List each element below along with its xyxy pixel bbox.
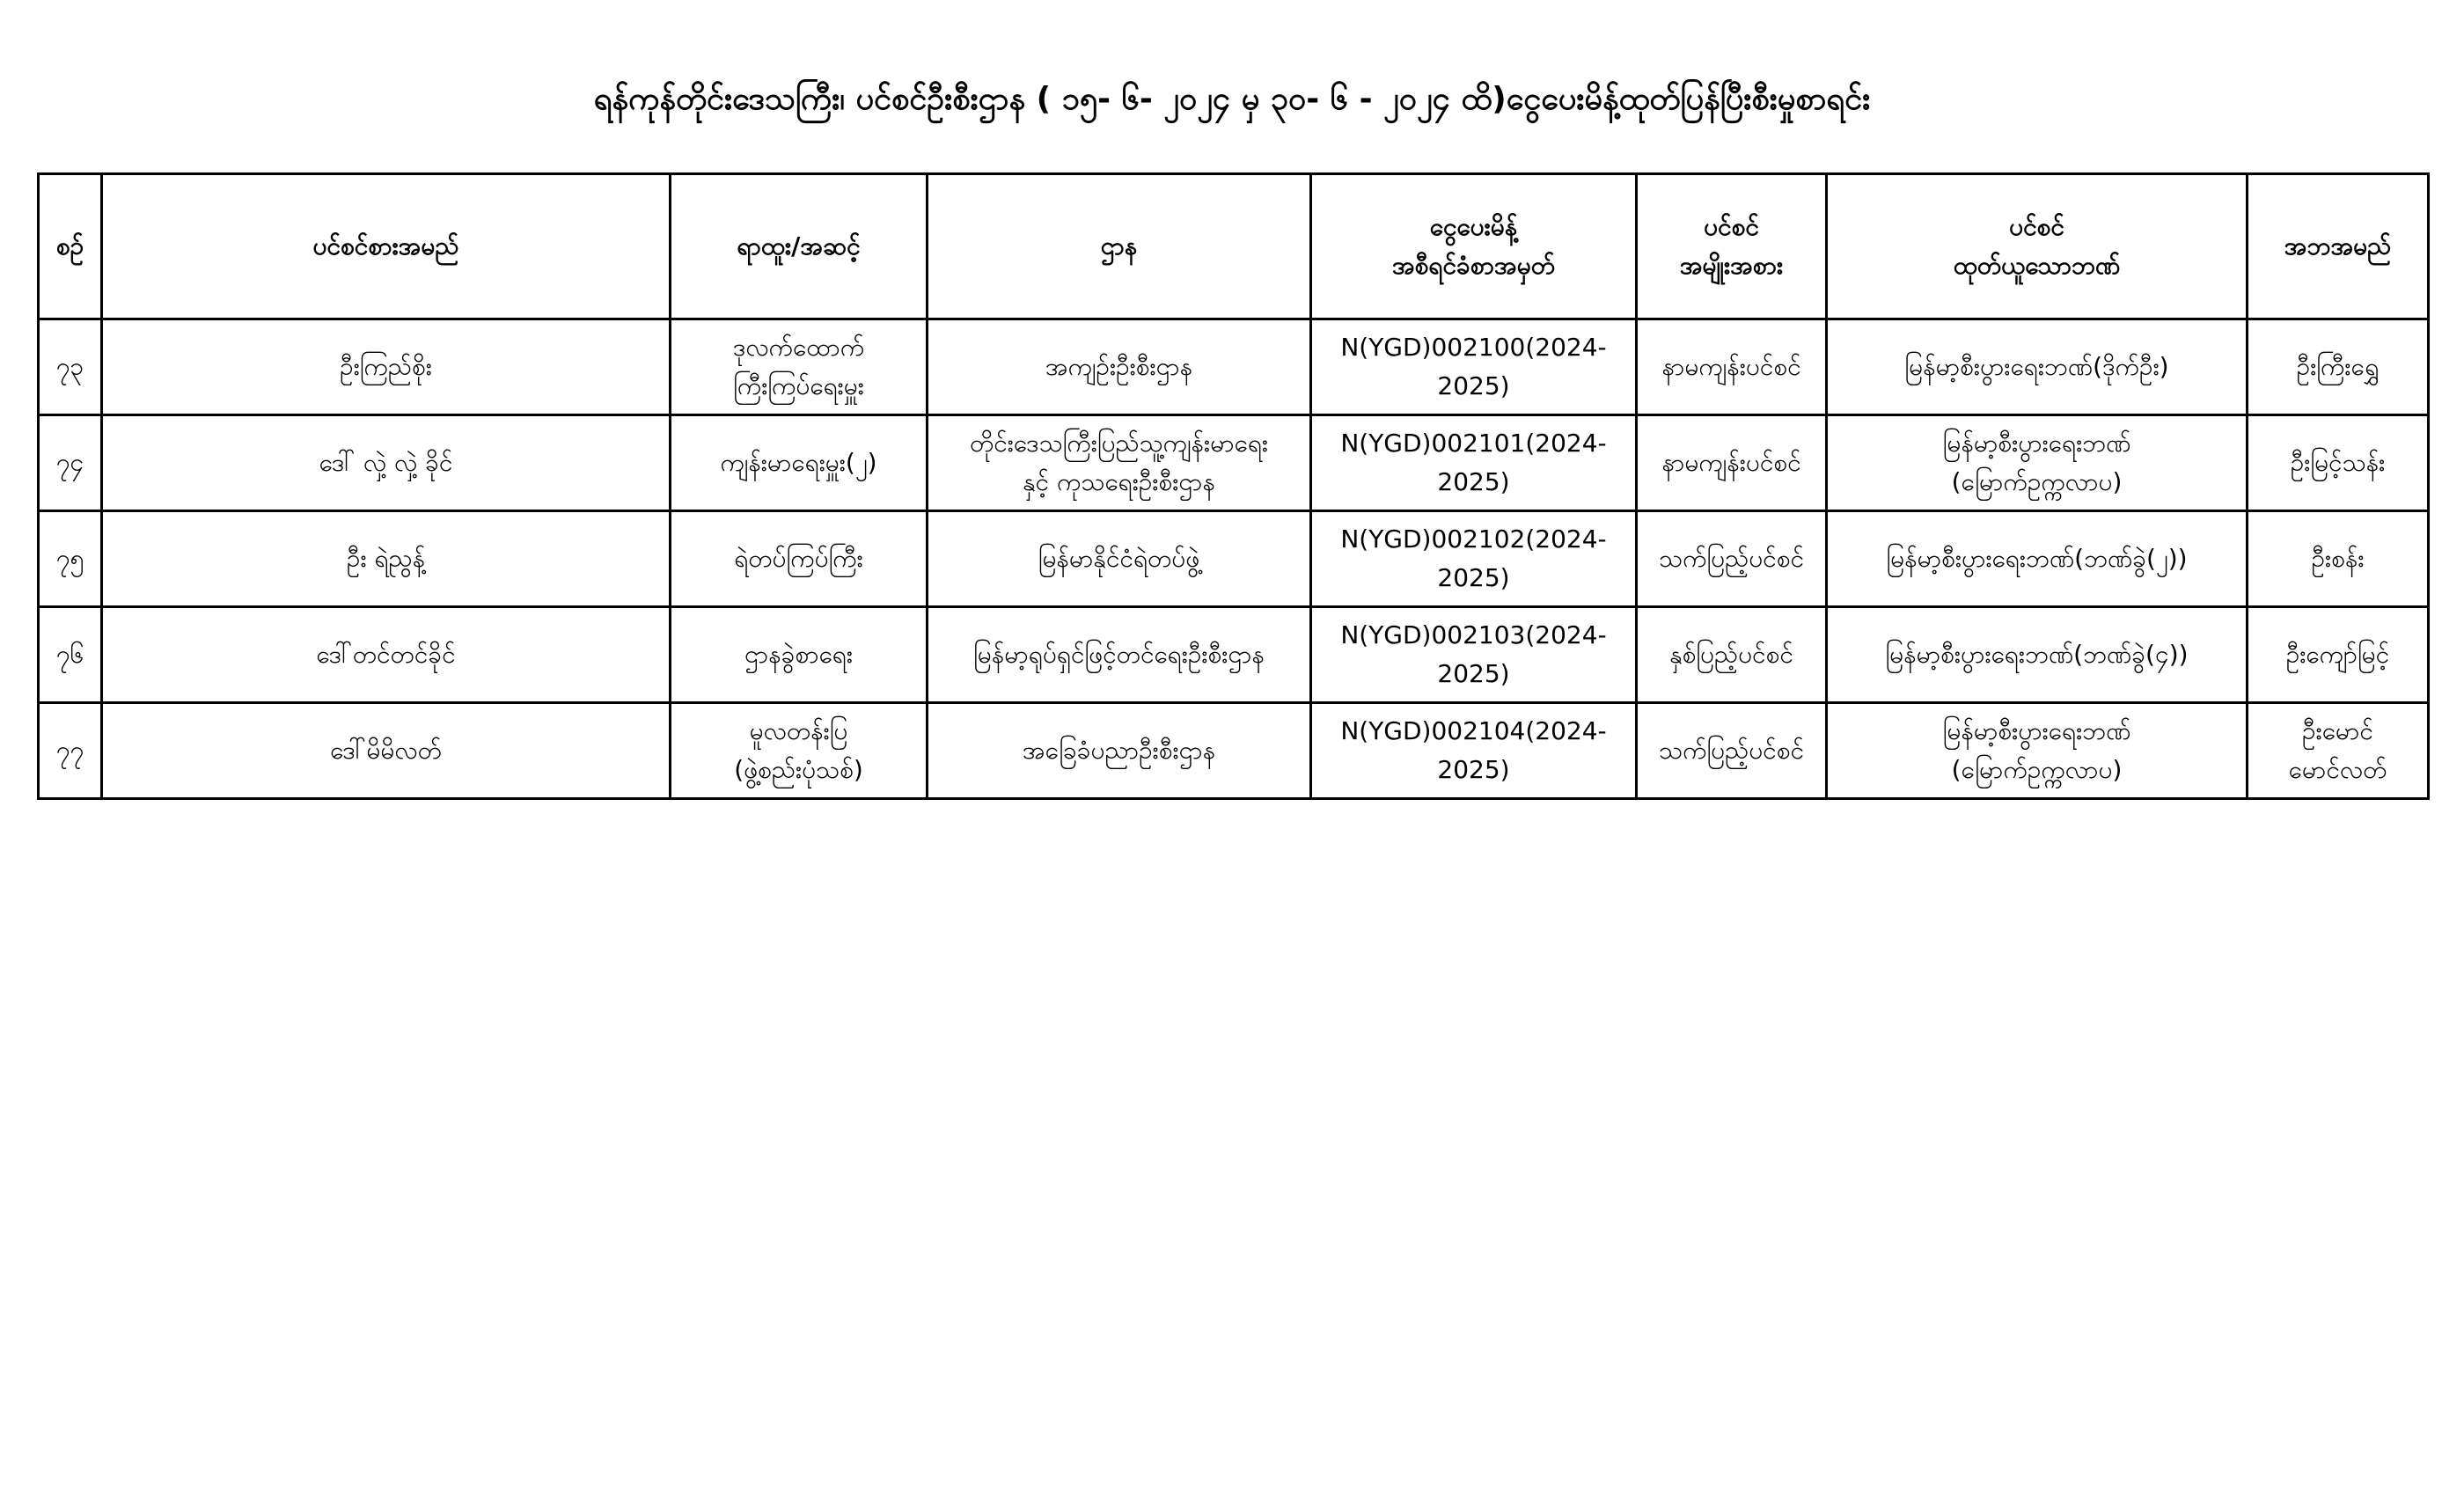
cell-pension-type: နှစ်ပြည့်ပင်စင် (1637, 607, 1827, 703)
cell-report-number: N(YGD)002100(2024-2025) (1311, 319, 1637, 415)
cell-father-name: ဦးစန်း (2248, 511, 2429, 607)
cell-serial: ၇၄ (39, 415, 102, 511)
cell-rank: ရဲတပ်ကြပ်ကြီး (671, 511, 928, 607)
cell-pension-type: သက်ပြည့်ပင်စင် (1637, 511, 1827, 607)
cell-serial: ၇၅ (39, 511, 102, 607)
cell-rank: မူလတန်းပြ (ဖွဲ့စည်းပုံသစ်) (671, 703, 928, 799)
cell-report-number: N(YGD)002104(2024-2025) (1311, 703, 1637, 799)
cell-pensioner-name: ဦး ရဲညွန့် (102, 511, 671, 607)
cell-bank: မြန်မာ့စီးပွားရေးဘဏ်(ဘဏ်ခွဲ(၄)) (1827, 607, 2248, 703)
header-serial: စဉ် (39, 174, 102, 319)
table-row (39, 415, 2429, 511)
pension-table (37, 172, 2430, 800)
cell-serial: ၇၃ (39, 319, 102, 415)
header-pension-type: ပင်စင် အမျိုးအစား (1637, 174, 1827, 319)
cell-pension-type: နာမကျန်းပင်စင် (1637, 319, 1827, 415)
cell-bank: မြန်မာ့စီးပွားရေးဘဏ် (မြောက်ဥက္ကလာပ) (1827, 415, 2248, 511)
table-row (39, 319, 2429, 415)
cell-department: မြန်မာနိုင်ငံရဲတပ်ဖွဲ့ (928, 511, 1311, 607)
cell-report-number: N(YGD)002102(2024-2025) (1311, 511, 1637, 607)
table-header-row (39, 174, 2429, 319)
cell-rank: ဌာနခွဲစာရေး (671, 607, 928, 703)
cell-pensioner-name: ဒေါ်မိမိလတ် (102, 703, 671, 799)
cell-rank: ကျန်းမာရေးမှူး(၂) (671, 415, 928, 511)
cell-report-number: N(YGD)002101(2024-2025) (1311, 415, 1637, 511)
cell-pension-type: သက်ပြည့်ပင်စင် (1637, 703, 1827, 799)
table-row (39, 703, 2429, 799)
cell-father-name: ဦးမောင် မောင်လတ် (2248, 703, 2429, 799)
cell-department: အကျဉ်းဦးစီးဌာန (928, 319, 1311, 415)
cell-pension-type: နာမကျန်းပင်စင် (1637, 415, 1827, 511)
page-title: ရန်ကုန်တိုင်းဒေသကြီး၊ ပင်စင်ဦးစီးဌာန ( ၁၅- ၆- ၂၀၂၄ မှ ၃၀- ၆ - ၂၀၂၄ ထိ)ငွေပေးမိန့်ထုတ်ပြန်ပြီးစီးမှုစာရင်း (593, 81, 1871, 117)
cell-department: တိုင်းဒေသကြီးပြည်သူ့ကျန်းမာရေး နှင့် ကုသရေးဦးစီးဌာန (928, 415, 1311, 511)
cell-department: မြန်မာ့ရုပ်ရှင်ဖြင့်တင်ရေးဦးစီးဌာန (928, 607, 1311, 703)
cell-father-name: ဦးကျော်မြင့် (2248, 607, 2429, 703)
header-pensioner-name: ပင်စင်စားအမည် (102, 174, 671, 319)
header-report-number: ငွေပေးမိန့် အစီရင်ခံစာအမှတ် (1311, 174, 1637, 319)
header-department: ဌာန (928, 174, 1311, 319)
cell-bank: မြန်မာ့စီးပွားရေးဘဏ်(ဒိုက်ဦး) (1827, 319, 2248, 415)
cell-rank: ဒုလက်ထောက် ကြီးကြပ်ရေးမှူး (671, 319, 928, 415)
cell-bank: မြန်မာ့စီးပွားရေးဘဏ် (မြောက်ဥက္ကလာပ) (1827, 703, 2248, 799)
cell-pensioner-name: ဦးကြည်စိုး (102, 319, 671, 415)
table-row (39, 511, 2429, 607)
cell-pensioner-name: ဒေါ်တင်တင်ခိုင် (102, 607, 671, 703)
cell-department: အခြေခံပညာဦးစီးဌာန (928, 703, 1311, 799)
cell-serial: ၇၆ (39, 607, 102, 703)
cell-pensioner-name: ဒေါ် လှဲ့ လှဲ့ ခိုင် (102, 415, 671, 511)
cell-bank: မြန်မာ့စီးပွားရေးဘဏ်(ဘဏ်ခွဲ(၂)) (1827, 511, 2248, 607)
cell-report-number: N(YGD)002103(2024-2025) (1311, 607, 1637, 703)
header-rank: ရာထူး/အဆင့် (671, 174, 928, 319)
cell-father-name: ဦးကြီးရွှေ (2248, 319, 2429, 415)
header-father-name: အဘအမည် (2248, 174, 2429, 319)
cell-father-name: ဦးမြင့်သန်း (2248, 415, 2429, 511)
table-row (39, 607, 2429, 703)
cell-serial: ၇၇ (39, 703, 102, 799)
header-bank: ပင်စင် ထုတ်ယူသောဘဏ် (1827, 174, 2248, 319)
